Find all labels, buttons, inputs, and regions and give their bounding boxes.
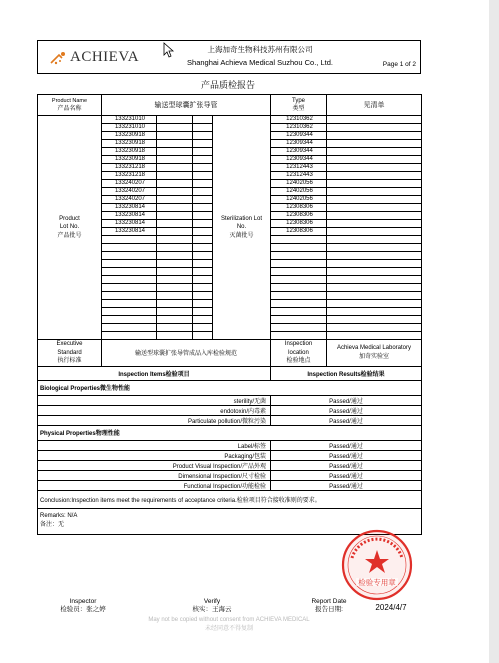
lot-blank-cell — [193, 180, 213, 188]
lot-blank-cell — [327, 172, 422, 180]
lot-blank-cell — [157, 212, 193, 220]
lot-blank-cell — [193, 228, 213, 236]
type-value: 见清单 — [327, 95, 422, 116]
lot-blank-cell — [327, 316, 422, 324]
logo-text: ACHIEVA — [70, 49, 140, 65]
inspection-result: Passed/通过 — [271, 440, 422, 450]
product-lot-number — [102, 236, 157, 244]
product-name-label: Product Name 产品名称 — [38, 95, 102, 116]
lot-blank-cell — [157, 196, 193, 204]
product-lot-number: 133240207 — [102, 180, 157, 188]
lot-blank-cell — [157, 124, 193, 132]
lot-blank-cell — [157, 284, 193, 292]
product-name-value: 输送型球囊扩张导管 — [102, 95, 271, 116]
standard-value: 输送型球囊扩张导管成品入库检验规范 — [102, 340, 271, 367]
product-lot-number: 133231010 — [102, 124, 157, 132]
lot-blank-cell — [327, 284, 422, 292]
lot-blank-cell — [157, 220, 193, 228]
sterilization-lot-number — [271, 268, 327, 276]
sterilization-lot-number: 12402056 — [271, 188, 327, 196]
report-header — [37, 40, 421, 74]
sterilization-lot-number — [271, 316, 327, 324]
lot-blank-cell — [327, 276, 422, 284]
lot-blank-cell — [193, 172, 213, 180]
biological-rows — [38, 395, 422, 425]
lot-blank-cell — [327, 228, 422, 236]
lot-blank-cell — [193, 260, 213, 268]
lot-blank-cell — [193, 124, 213, 132]
lot-rows — [38, 116, 422, 340]
inspection-result: Passed/通过 — [271, 460, 422, 470]
inspection-item: endotoxin/内毒素 — [38, 405, 271, 415]
physical-row — [38, 470, 422, 480]
product-lot-number: 133230918 — [102, 148, 157, 156]
lot-blank-cell — [157, 252, 193, 260]
product-lot-number: 133231010 — [102, 116, 157, 124]
remarks-text: Remarks: N/A 备注：无 — [38, 508, 422, 534]
inspection-result: Passed/通过 — [271, 470, 422, 480]
sterilization-lot-number: 12309344 — [271, 140, 327, 148]
product-lot-number — [102, 252, 157, 260]
company-logo — [50, 49, 160, 67]
sterilization-lot-number — [271, 236, 327, 244]
location-label: Inspection location 检验地点 — [271, 340, 327, 367]
sterilization-lot-number: 12402056 — [271, 196, 327, 204]
lot-blank-cell — [157, 276, 193, 284]
inspection-item: sterility/无菌 — [38, 395, 271, 405]
lot-blank-cell — [327, 308, 422, 316]
sterilization-lot-number: 12309344 — [271, 156, 327, 164]
lot-blank-cell — [327, 156, 422, 164]
lot-blank-cell — [193, 292, 213, 300]
lot-blank-cell — [327, 212, 422, 220]
lot-blank-cell — [327, 236, 422, 244]
lot-blank-cell — [327, 124, 422, 132]
conclusion-text: Conclusion:Inspection items meet the requirements of acceptance criteria.检验项目符合接收准则的要求。 — [38, 490, 422, 508]
lot-blank-cell — [193, 188, 213, 196]
lot-blank-cell — [193, 252, 213, 260]
copyright-watermark: May not be copied without consent from ACHIEVA MEDICAL 未经同意不得复制 — [148, 617, 310, 632]
physical-row — [38, 460, 422, 470]
biological-title-row — [38, 380, 422, 395]
lot-blank-cell — [327, 164, 422, 172]
lot-blank-cell — [193, 196, 213, 204]
product-lot-number — [102, 292, 157, 300]
company-name-cn: 上海加奇生物科技苏州有限公司 — [207, 45, 313, 54]
sterilization-lot-number — [271, 308, 327, 316]
sterilization-lot-number: 12312443 — [271, 172, 327, 180]
sterilization-lot-number: 12402056 — [271, 180, 327, 188]
lot-blank-cell — [157, 132, 193, 140]
lot-blank-cell — [327, 260, 422, 268]
lot-blank-cell — [327, 268, 422, 276]
lot-blank-cell — [157, 140, 193, 148]
conclusion-row — [38, 490, 422, 508]
inspection-result: Passed/通过 — [271, 480, 422, 490]
sterilization-lot-number — [271, 276, 327, 284]
lot-blank-cell — [157, 172, 193, 180]
biological-title: Biological Properties微生物性能 — [38, 380, 422, 395]
lot-blank-cell — [193, 156, 213, 164]
product-lot-number — [102, 268, 157, 276]
lot-blank-cell — [157, 164, 193, 172]
product-lot-number — [102, 244, 157, 252]
results-header: Inspection Results检验结果 — [271, 366, 422, 380]
lot-blank-cell — [193, 308, 213, 316]
product-lot-number: 133230814 — [102, 212, 157, 220]
lot-blank-cell — [157, 156, 193, 164]
physical-title-row — [38, 425, 422, 440]
lot-blank-cell — [193, 300, 213, 308]
product-lot-number — [102, 284, 157, 292]
inspection-seal-icon — [340, 528, 414, 602]
sterilization-lot-number — [271, 284, 327, 292]
viewer-gutter — [489, 0, 499, 663]
lot-blank-cell — [157, 236, 193, 244]
lot-blank-cell — [157, 324, 193, 332]
product-lot-label: Product Lot No. 产品批号 — [38, 116, 102, 340]
sterilization-lot-number: 12308306 — [271, 228, 327, 236]
sterilization-lot-number — [271, 300, 327, 308]
page-title: 产品质检报告 — [200, 80, 255, 90]
lot-blank-cell — [327, 204, 422, 212]
lot-blank-cell — [193, 244, 213, 252]
lot-blank-cell — [157, 308, 193, 316]
lot-blank-cell — [327, 140, 422, 148]
lot-blank-cell — [193, 316, 213, 324]
lot-blank-cell — [157, 116, 193, 124]
page-number: Page 1 of 2 — [382, 61, 416, 68]
standard-label: Executive Standard 执行标准 — [38, 340, 102, 367]
lot-blank-cell — [327, 132, 422, 140]
lot-blank-cell — [193, 164, 213, 172]
lot-blank-cell — [157, 316, 193, 324]
sterilization-lot-number — [271, 260, 327, 268]
product-lot-number: 133231218 — [102, 164, 157, 172]
inspection-header-row — [38, 366, 422, 380]
lot-blank-cell — [327, 292, 422, 300]
inspection-result: Passed/通过 — [271, 415, 422, 425]
product-lot-number — [102, 260, 157, 268]
physical-title: Physical Properties物理性能 — [38, 425, 422, 440]
inspection-item: Label/标签 — [38, 440, 271, 450]
lot-blank-cell — [193, 276, 213, 284]
lot-blank-cell — [193, 140, 213, 148]
report-table — [37, 94, 422, 535]
sterilization-lot-number — [271, 292, 327, 300]
sterilization-lot-number: 12308306 — [271, 204, 327, 212]
lot-blank-cell — [193, 220, 213, 228]
standard-row — [38, 340, 422, 367]
biological-row — [38, 395, 422, 405]
lot-blank-cell — [193, 284, 213, 292]
location-value: Achieva Medical Laboratory 加奇实验室 — [327, 340, 422, 367]
product-lot-number — [102, 324, 157, 332]
lot-blank-cell — [193, 116, 213, 124]
biological-row — [38, 405, 422, 415]
sterilization-lot-label: Sterilization Lot No. 灭菌批号 — [213, 116, 271, 340]
lot-blank-cell — [157, 332, 193, 340]
product-lot-number: 133230918 — [102, 156, 157, 164]
sterilization-lot-number: 12309344 — [271, 132, 327, 140]
lot-blank-cell — [157, 244, 193, 252]
product-lot-number: 133230814 — [102, 220, 157, 228]
inspection-result: Passed/通过 — [271, 405, 422, 415]
lot-blank-cell — [157, 228, 193, 236]
lot-blank-cell — [193, 236, 213, 244]
items-header: Inspection Items检验项目 — [38, 366, 271, 380]
product-lot-number: 133231218 — [102, 172, 157, 180]
lot-blank-cell — [193, 204, 213, 212]
lot-blank-cell — [327, 188, 422, 196]
physical-rows — [38, 440, 422, 490]
lot-blank-cell — [327, 244, 422, 252]
lot-blank-cell — [327, 180, 422, 188]
lot-blank-cell — [157, 204, 193, 212]
sterilization-lot-number: 12310362 — [271, 124, 327, 132]
lot-blank-cell — [327, 196, 422, 204]
inspection-item: Dimensional Inspection/尺寸检验 — [38, 470, 271, 480]
sterilization-lot-number: 12309344 — [271, 148, 327, 156]
company-name — [160, 44, 360, 67]
lot-blank-cell — [327, 300, 422, 308]
product-lot-number — [102, 332, 157, 340]
report-date-block: Report Date 报告日期: — [311, 598, 347, 613]
lot-row — [38, 116, 422, 124]
sterilization-lot-number: 12308306 — [271, 212, 327, 220]
product-lot-number — [102, 308, 157, 316]
sterilization-lot-number — [271, 252, 327, 260]
inspection-result: Passed/通过 — [271, 395, 422, 405]
type-label: Type 类型 — [271, 95, 327, 116]
biological-row — [38, 415, 422, 425]
product-row — [38, 95, 422, 116]
sterilization-lot-number: 12312443 — [271, 164, 327, 172]
product-lot-number: 133230814 — [102, 204, 157, 212]
sterilization-lot-number — [271, 244, 327, 252]
lot-blank-cell — [327, 116, 422, 124]
verify-block: Verify 核实：王海云 — [192, 598, 232, 613]
lot-blank-cell — [193, 212, 213, 220]
lot-blank-cell — [327, 252, 422, 260]
lot-blank-cell — [157, 292, 193, 300]
lot-blank-cell — [157, 268, 193, 276]
lot-blank-cell — [327, 148, 422, 156]
inspection-item: Product Visual Inspection/产品外观 — [38, 460, 271, 470]
product-lot-number: 133230918 — [102, 140, 157, 148]
product-lot-number: 133240207 — [102, 196, 157, 204]
lot-blank-cell — [157, 260, 193, 268]
physical-row — [38, 440, 422, 450]
sterilization-lot-number — [271, 332, 327, 340]
lot-blank-cell — [193, 332, 213, 340]
product-lot-number: 133230814 — [102, 228, 157, 236]
lot-blank-cell — [193, 324, 213, 332]
product-lot-number: 133230918 — [102, 132, 157, 140]
logo-mark-icon — [50, 51, 68, 65]
inspection-item: Functional Inspection/功能检验 — [38, 480, 271, 490]
inspection-item: Packaging/包装 — [38, 450, 271, 460]
physical-row — [38, 480, 422, 490]
lot-blank-cell — [327, 332, 422, 340]
product-lot-number — [102, 300, 157, 308]
lot-blank-cell — [193, 132, 213, 140]
lot-blank-cell — [327, 220, 422, 228]
lot-blank-cell — [157, 148, 193, 156]
inspector-block: Inspector 检验员：张之婷 — [60, 598, 106, 613]
seal-text: 检验专用章 — [358, 578, 396, 587]
lot-blank-cell — [193, 148, 213, 156]
inspection-item: Particulate pollution/微粒污染 — [38, 415, 271, 425]
lot-blank-cell — [157, 180, 193, 188]
lot-blank-cell — [157, 188, 193, 196]
report-date-value: 2024/4/7 — [375, 603, 407, 612]
product-lot-number — [102, 276, 157, 284]
company-name-en: Shanghai Achieva Medical Suzhou Co., Ltd. — [187, 58, 333, 67]
sterilization-lot-number — [271, 324, 327, 332]
product-lot-number: 133240207 — [102, 188, 157, 196]
lot-blank-cell — [157, 300, 193, 308]
product-lot-number — [102, 316, 157, 324]
lot-blank-cell — [327, 324, 422, 332]
lot-blank-cell — [193, 268, 213, 276]
inspection-result: Passed/通过 — [271, 450, 422, 460]
sterilization-lot-number: 12310362 — [271, 116, 327, 124]
sterilization-lot-number: 12308306 — [271, 220, 327, 228]
physical-row — [38, 450, 422, 460]
